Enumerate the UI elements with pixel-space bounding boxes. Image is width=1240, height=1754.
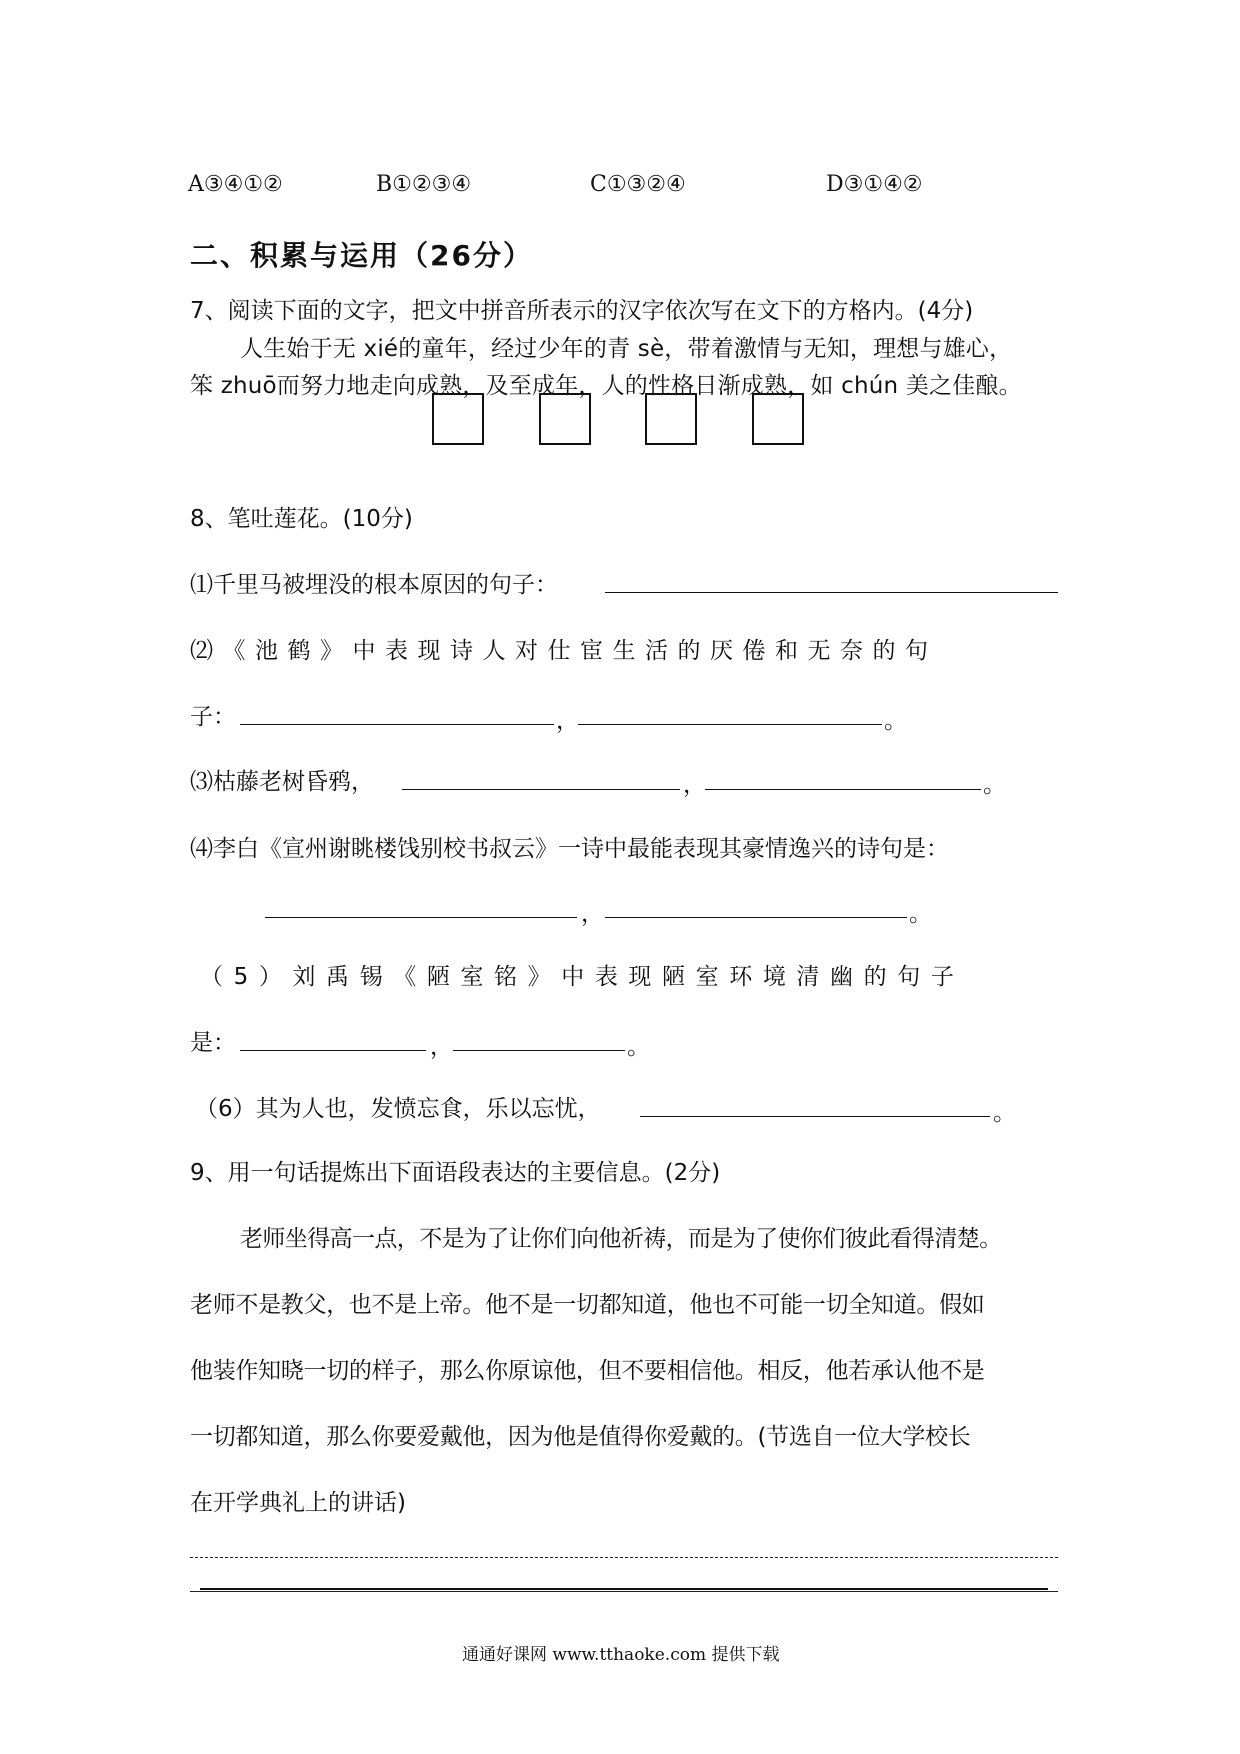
q9-answer-line-2[interactable] bbox=[200, 1588, 1048, 1590]
q8-item3-period: 。 bbox=[983, 772, 1006, 798]
q8-item3-blank-1[interactable] bbox=[402, 789, 680, 790]
q8-item2-period: 。 bbox=[884, 708, 907, 734]
q9-answer-line-2-thin bbox=[190, 1591, 1058, 1592]
footer-credit: 通通好课网 www.tthaoke.com 提供下载 bbox=[462, 1645, 780, 1665]
q8-item5-blank-2[interactable] bbox=[453, 1050, 625, 1051]
q7-title: 7、阅读下面的文字，把文中拼音所表示的汉字依次写在文下的方格内。(4分) bbox=[190, 298, 974, 324]
q9-paragraph-line3: 他装作知晓一切的样子，那么你原谅他，但不要相信他。相反，他若承认他不是 bbox=[190, 1358, 985, 1384]
q8-item2-line1 bbox=[190, 632, 1058, 665]
answer-box-4[interactable] bbox=[752, 393, 804, 445]
option-c: C①③②④ bbox=[590, 172, 686, 197]
q7-line2: 笨 zhuō而努力地走向成熟，及至成年，人的性格日渐成熟，如 chún 美之佳酿。 bbox=[190, 373, 1022, 399]
q9-answer-line-1[interactable] bbox=[190, 1557, 1058, 1558]
q8-item2-blank-1[interactable] bbox=[240, 724, 554, 725]
q9-paragraph-line2: 老师不是教父，也不是上帝。他不是一切都知道，他也不可能一切全知道。假如 bbox=[190, 1292, 985, 1318]
q9-paragraph-line4: 一切都知道，那么你要爱戴他，因为他是值得你爱戴的。(节选自一位大学校长 bbox=[190, 1424, 971, 1450]
q8-item4: ⑷李白《宣州谢眺楼饯别校书叔云》一诗中最能表现其豪情逸兴的诗句是： bbox=[190, 836, 949, 862]
q8-item5-blank-1[interactable] bbox=[240, 1050, 426, 1051]
q8-item6-period: 。 bbox=[993, 1100, 1016, 1126]
q8-item3-comma: ， bbox=[683, 772, 706, 798]
q9-title: 9、用一句话提炼出下面语段表达的主要信息。(2分) bbox=[190, 1160, 721, 1186]
answer-box-1[interactable] bbox=[432, 393, 484, 445]
q8-item2-lead: 子： bbox=[190, 704, 236, 730]
q8-item3-blank-2[interactable] bbox=[705, 789, 981, 790]
option-a: A③④①② bbox=[188, 172, 283, 197]
q8-item3: ⑶枯藤老树昏鸦， bbox=[190, 769, 374, 795]
q8-item6-blank[interactable] bbox=[640, 1116, 990, 1117]
q7-line1: 人生始于无 xié的童年，经过少年的青 sè，带着激情与无知，理想与雄心， bbox=[240, 336, 1013, 362]
answer-box-3[interactable] bbox=[645, 393, 697, 445]
option-b: B①②③④ bbox=[376, 172, 472, 197]
q8-item2-text: ⑵《池鹤》中表现诗人对仕宦生活的厌倦和无奈的句 bbox=[190, 638, 938, 664]
q9-paragraph-line1: 老师坐得高一点，不是为了让你们向他祈祷，而是为了使你们彼此看得清楚。 bbox=[240, 1226, 1002, 1252]
q8-item5-comma: ， bbox=[430, 1034, 453, 1060]
section-title: 二、积累与运用（26分） bbox=[190, 239, 533, 272]
q8-item4-period: 。 bbox=[909, 901, 932, 927]
q8-item4-blank-1[interactable] bbox=[265, 917, 577, 918]
q8-item2-blank-2[interactable] bbox=[578, 724, 882, 725]
q8-item5-lead: 是： bbox=[190, 1030, 236, 1056]
q8-item6: （6）其为人也，发愤忘食，乐以忘忧， bbox=[195, 1096, 601, 1122]
q8-item1-blank[interactable] bbox=[605, 592, 1058, 593]
option-d: D③①④② bbox=[826, 172, 923, 197]
q8-item5-text: （5）刘禹锡《陋室铭》中表现陋室环境清幽的句子 bbox=[200, 964, 965, 990]
q8-item1: ⑴千里马被埋没的根本原因的句子： bbox=[190, 572, 558, 598]
q8-item2-comma: ， bbox=[556, 708, 579, 734]
q8-item4-comma: ， bbox=[581, 901, 604, 927]
q8-item5-period: 。 bbox=[627, 1034, 650, 1060]
q8-title: 8、笔吐莲花。(10分) bbox=[190, 506, 413, 532]
answer-box-2[interactable] bbox=[539, 393, 591, 445]
q8-item4-blank-2[interactable] bbox=[605, 917, 907, 918]
q9-paragraph-line5: 在开学典礼上的讲话) bbox=[190, 1490, 406, 1516]
